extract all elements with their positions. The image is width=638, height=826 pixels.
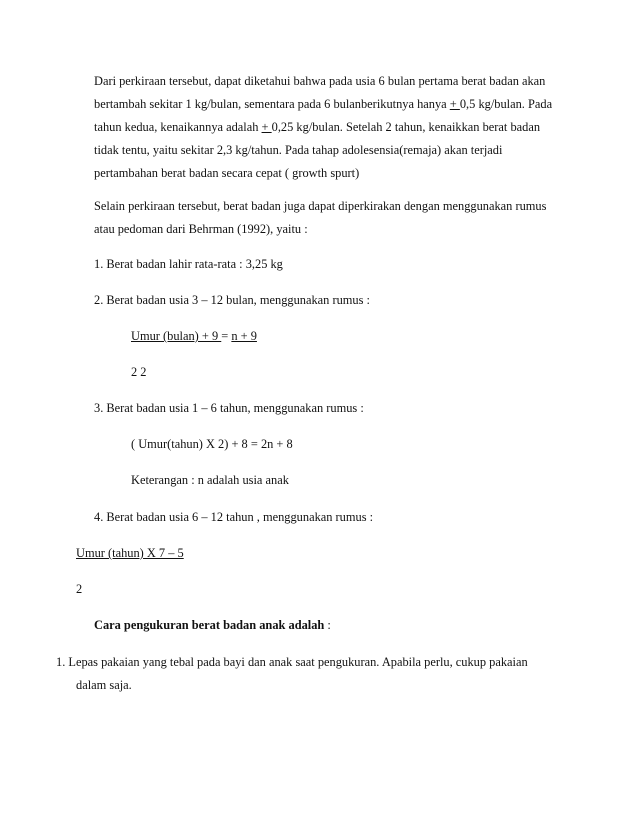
text-segment: 0,5 kg/bulan. Pada xyxy=(459,97,553,111)
formula-2-denominator: 2 2 xyxy=(131,365,147,379)
paragraph-1-line-2 xyxy=(94,96,552,112)
text-segment: 0,25 kg/bulan. Setelah 2 tahun, kenaikkan berat badan xyxy=(271,120,541,134)
formula-text: n + 9 xyxy=(231,329,257,343)
list-item-1: 1. Berat badan lahir rata-rata : 3,25 kg xyxy=(94,257,283,271)
list-item-3: 3. Berat badan usia 1 – 6 tahun, menggunakan rumus : xyxy=(94,401,364,415)
plus-minus-sign: + xyxy=(261,120,272,134)
formula-4-numerator: Umur (tahun) X 7 – 5 xyxy=(76,546,184,560)
paragraph-2-line-2: atau pedoman dari Behrman (1992), yaitu : xyxy=(94,222,308,236)
formula-equals: = xyxy=(221,329,232,343)
heading-text: Cara pengukuran berat badan anak adalah xyxy=(94,618,325,632)
step-1-line-2: dalam saja. xyxy=(76,678,132,692)
formula-4-denominator: 2 xyxy=(76,582,83,596)
heading-tail: : xyxy=(324,618,331,632)
text-segment: bertambah sekitar 1 kg/bulan, sementara pada 6 bulanberikutnya hanya xyxy=(94,97,450,111)
paragraph-1-line-3 xyxy=(94,119,540,135)
text-segment: tahun kedua, kenaikannya adalah xyxy=(94,120,262,134)
section-heading xyxy=(94,617,331,633)
step-1-line-1: 1. Lepas pakaian yang tebal pada bayi dan anak saat pengukuran. Apabila perlu, cukup pakaian xyxy=(56,655,528,669)
paragraph-1-line-5: pertambahan berat badan secara cepat ( growth spurt) xyxy=(94,166,360,180)
list-item-4: 4. Berat badan usia 6 – 12 tahun , menggunakan rumus : xyxy=(94,510,374,524)
plus-minus-sign: + xyxy=(449,97,460,111)
list-item-2: 2. Berat badan usia 3 – 12 bulan, menggunakan rumus : xyxy=(94,293,370,307)
formula-3: ( Umur(tahun) X 2) + 8 = 2n + 8 xyxy=(131,437,293,451)
formula-text: Umur (bulan) + 9 xyxy=(131,329,222,343)
paragraph-1-line-4: tidak tentu, yaitu sekitar 2,3 kg/tahun. Pada tahap adolesensia(remaja) akan terjadi xyxy=(94,143,503,157)
formula-2-numerator xyxy=(131,328,257,344)
formula-note: Keterangan : n adalah usia anak xyxy=(131,473,289,487)
paragraph-2-line-1: Selain perkiraan tersebut, berat badan juga dapat diperkirakan dengan menggunakan rumus xyxy=(94,199,547,213)
paragraph-1-line-1: Dari perkiraan tersebut, dapat diketahui bahwa pada usia 6 bulan pertama berat badan akan xyxy=(94,74,546,88)
